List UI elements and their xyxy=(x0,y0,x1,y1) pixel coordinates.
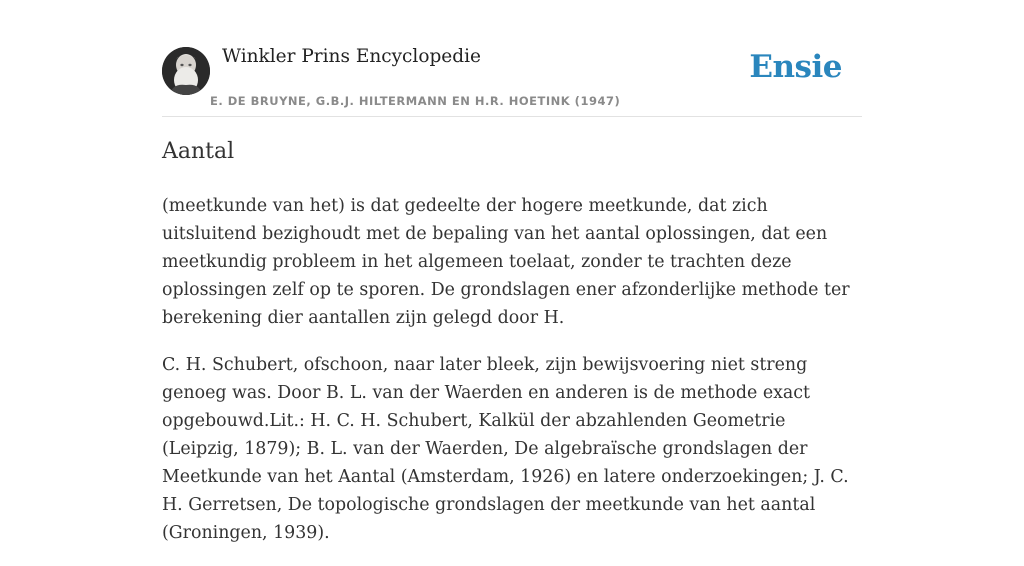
author-portrait-icon xyxy=(162,47,210,95)
article-title: Aantal xyxy=(162,139,235,164)
authors-line: E. DE BRUYNE, G.B.J. HILTERMANN EN H.R. HOETINK (1947) xyxy=(210,94,621,108)
article-paragraph: (meetkunde van het) is dat gedeelte der hogere meetkunde, dat zich uitsluitend bezighoudt met de bepaling van het aantal oplossingen, dat een meetkundig probleem in het algemeen toelaat, zonder te trachten deze oplossingen zelf op te sporen. De grondslagen ener afzonderlijke methode ter berekening dier aantallen zijn gelegd door H. xyxy=(162,196,850,328)
article-body xyxy=(162,192,862,566)
page xyxy=(162,0,862,543)
book-title: Winkler Prins Encyclopedie xyxy=(222,46,481,67)
avatar xyxy=(162,47,210,95)
page-header xyxy=(162,0,862,117)
article-paragraph: C. H. Schubert, ofschoon, naar later bleek, zijn bewijsvoering niet streng genoeg was. Door B. L. van der Waerden en anderen is de methode exact opgebouwd.Lit.: H. C. H. Schubert, Kalkül der abzahlenden Geometrie (Leipzig, 1879); B. L. van der Waerden, De algebraïsche grondslagen der Meetkunde van het Aantal (Amsterdam, 1926) en latere onderzoekingen; J. C. H. Gerretsen, De topologische grondslagen der meetkunde van het aantal (Groningen, 1939). xyxy=(162,355,849,543)
brand-logo-link[interactable]: Ensie xyxy=(749,49,842,85)
